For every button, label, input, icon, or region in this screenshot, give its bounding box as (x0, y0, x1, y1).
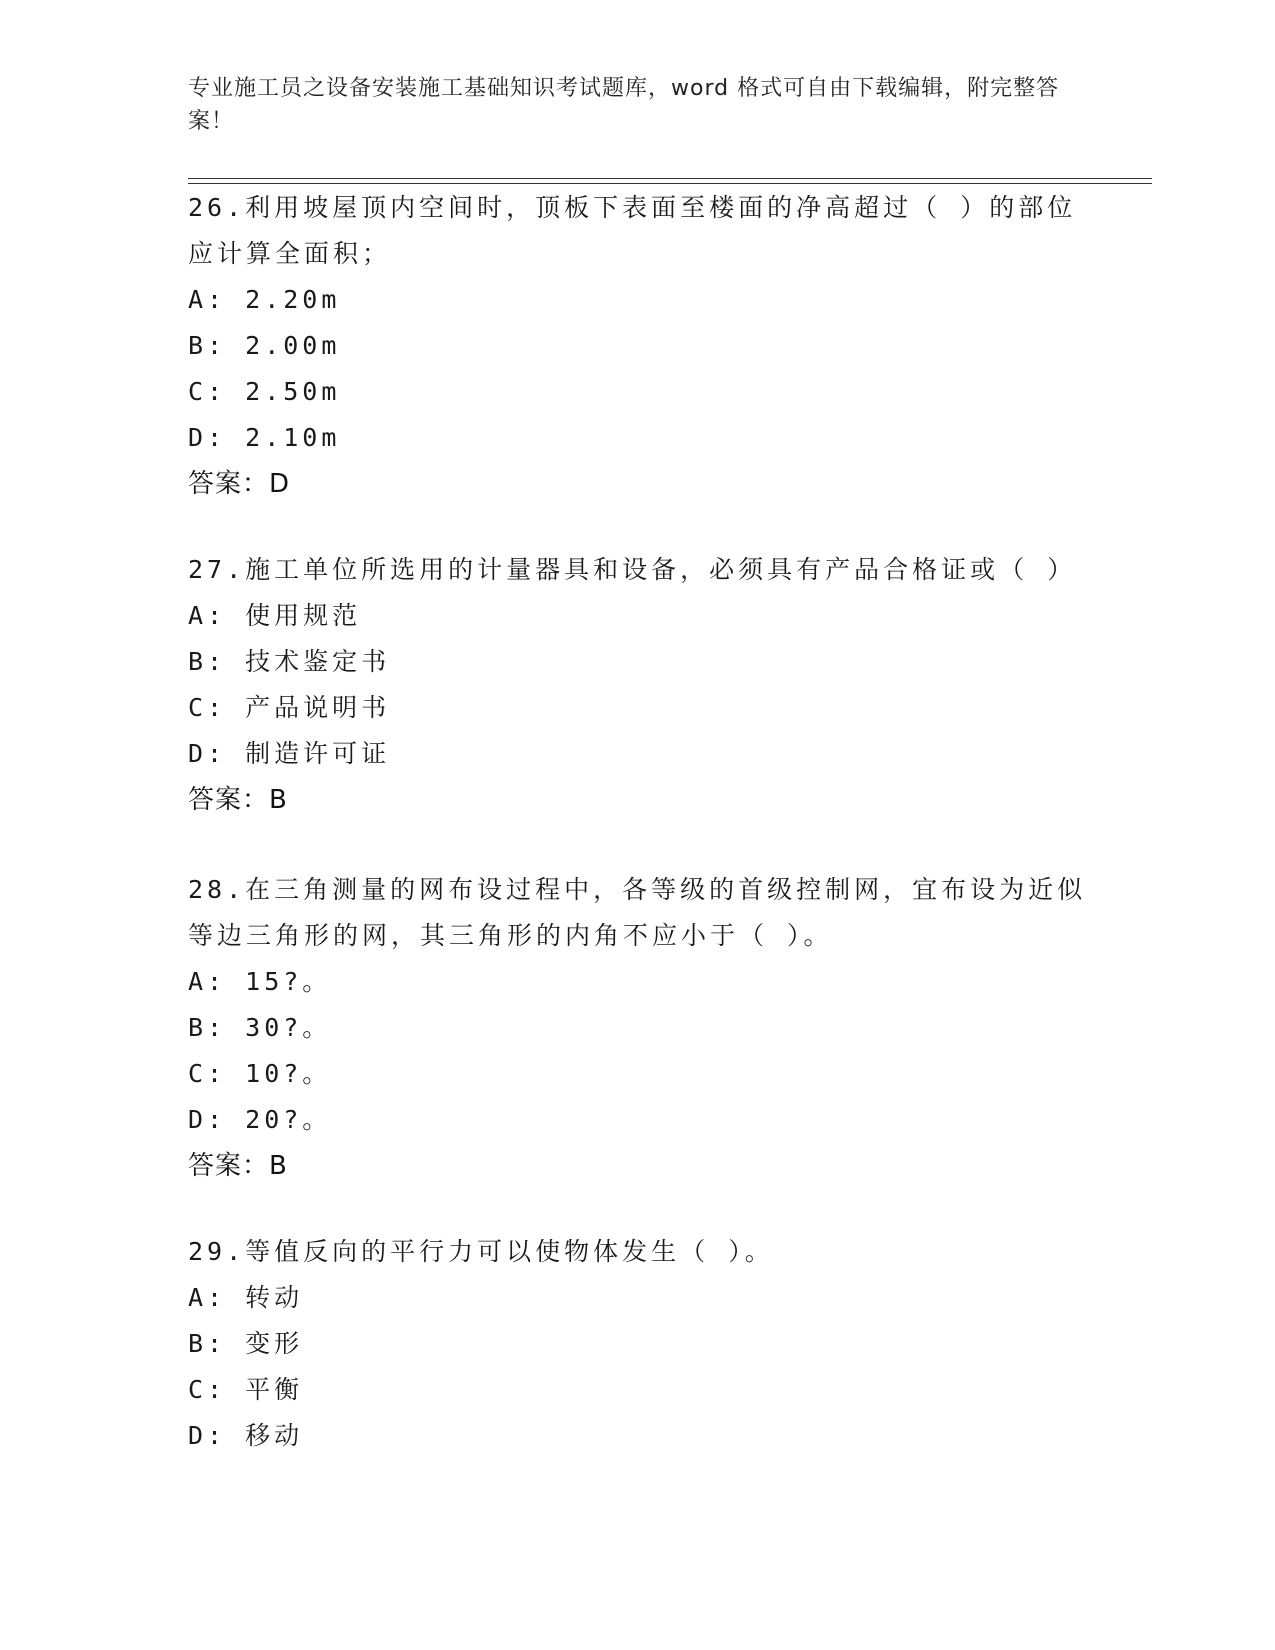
question-27 (188, 547, 1088, 823)
option-a: A: 2.20m (188, 285, 341, 314)
option-b: B: 变形 (188, 1329, 304, 1358)
option-a: A: 转动 (188, 1283, 304, 1312)
header-divider-top (188, 178, 1152, 179)
question-stem: 29.等值反向的平行力可以使物体发生（ ）。 (188, 1237, 774, 1266)
option-d: D: 移动 (188, 1421, 304, 1450)
option-c: C: 平衡 (188, 1375, 304, 1404)
question-stem: 26.利用坡屋顶内空间时，顶板下表面至楼面的净高超过（ ）的部位应计算全面积； (188, 193, 1077, 268)
option-c: C: 2.50m (188, 377, 341, 406)
question-29 (188, 1229, 1088, 1459)
answer-text: 答案：B (188, 785, 288, 815)
option-b: B: 2.00m (188, 331, 341, 360)
option-b: B: 技术鉴定书 (188, 647, 391, 676)
option-b: B: 30?。 (188, 1013, 332, 1042)
question-28 (188, 867, 1088, 1189)
option-c: C: 10?。 (188, 1059, 332, 1088)
question-stem: 28.在三角测量的网布设过程中，各等级的首级控制网，宜布设为近似等边三角形的网，其三角形的内角不应小于（ ）。 (188, 875, 1087, 950)
header-divider-bottom (188, 183, 1152, 184)
option-a: A: 15?。 (188, 967, 332, 996)
option-c: C: 产品说明书 (188, 693, 391, 722)
answer-text: 答案：D (188, 469, 291, 499)
question-stem: 27.施工单位所选用的计量器具和设备，必须具有产品合格证或（ ） (188, 555, 1077, 584)
option-d: D: 2.10m (188, 423, 341, 452)
document-header: 专业施工员之设备安装施工基础知识考试题库，word 格式可自由下载编辑，附完整答案！ (188, 76, 1060, 134)
option-d: D: 20?。 (188, 1105, 332, 1134)
option-a: A: 使用规范 (188, 601, 362, 630)
option-d: D: 制造许可证 (188, 739, 391, 768)
question-26 (188, 185, 1088, 507)
answer-text: 答案：B (188, 1151, 288, 1181)
